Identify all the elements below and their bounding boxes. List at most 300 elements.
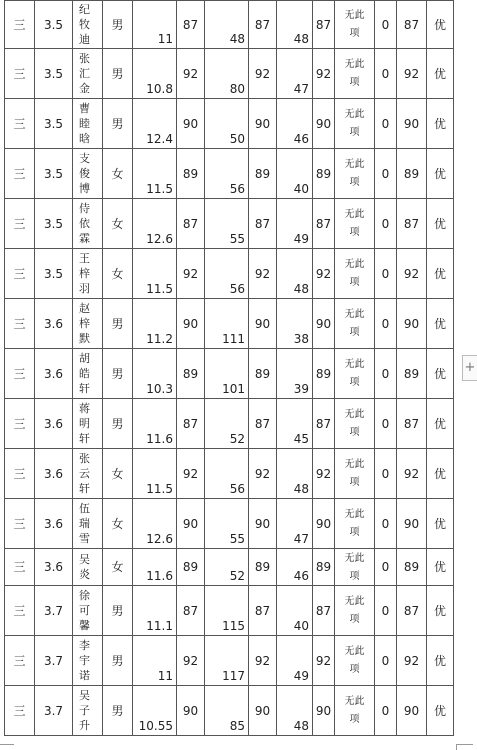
name-char: 金: [79, 82, 90, 95]
value-cell-13: 89: [397, 149, 427, 199]
table-row: [5, 149, 454, 199]
name-char: 博: [79, 182, 90, 195]
table-row: [5, 99, 454, 149]
value-cell-12: 0: [375, 586, 397, 636]
grade-cell: 三: [5, 349, 35, 399]
class-cell: 3.6: [35, 399, 73, 449]
name-char: 云: [79, 467, 90, 480]
value-cell-9: 40: [277, 586, 313, 636]
value-cell-13: 92: [397, 449, 427, 499]
table-row: [5, 199, 454, 249]
note-line: 无此: [344, 309, 365, 320]
value-cell-10: 89: [313, 349, 335, 399]
name-char: 瑞: [79, 517, 90, 530]
value-cell-8: 90: [249, 99, 277, 149]
note-line: 无此: [344, 109, 365, 120]
name-char: 可: [79, 604, 90, 617]
gender-cell: 女: [103, 449, 133, 499]
value-cell-9: 48: [277, 1, 313, 49]
name-char: 汇: [79, 67, 90, 80]
value-cell-13: 87: [397, 399, 427, 449]
grade-level-cell: 优: [427, 586, 454, 636]
value-cell-13: 89: [397, 549, 427, 586]
value-cell-6: 90: [177, 499, 205, 549]
value-cell-8: 87: [249, 199, 277, 249]
grade-cell: 三: [5, 249, 35, 299]
value-cell-5: 11.6: [133, 549, 177, 586]
grade-level-cell: 优: [427, 499, 454, 549]
table-body: [5, 1, 454, 736]
grade-cell: 三: [5, 549, 35, 586]
value-cell-5: 12.4: [133, 99, 177, 149]
note-cell: [335, 349, 375, 399]
value-cell-8: 87: [249, 1, 277, 49]
grade-cell: 三: [5, 199, 35, 249]
name-cell: [73, 299, 103, 349]
value-cell-9: 48: [277, 449, 313, 499]
table-row: [5, 399, 454, 449]
name-char: 伍: [79, 502, 90, 515]
value-cell-12: 0: [375, 499, 397, 549]
value-cell-7: 55: [205, 199, 249, 249]
value-cell-9: 39: [277, 349, 313, 399]
note-cell: [335, 49, 375, 99]
note-line: 无此: [344, 359, 365, 370]
grade-level-cell: 优: [427, 349, 454, 399]
gender-cell: 男: [103, 49, 133, 99]
value-cell-5: 11.5: [133, 149, 177, 199]
name-char: 胡: [79, 352, 90, 365]
value-cell-5: 10.55: [133, 686, 177, 736]
table-row: [5, 299, 454, 349]
grade-cell: 三: [5, 449, 35, 499]
value-cell-12: 0: [375, 49, 397, 99]
value-cell-8: 90: [249, 299, 277, 349]
name-char: 子: [79, 704, 90, 717]
name-char: 徐: [79, 589, 90, 602]
name-char: 蒋: [79, 402, 90, 415]
value-cell-8: 89: [249, 549, 277, 586]
value-cell-9: 49: [277, 199, 313, 249]
grade-cell: 三: [5, 299, 35, 349]
class-cell: 3.5: [35, 1, 73, 49]
value-cell-6: 92: [177, 636, 205, 686]
class-cell: 3.7: [35, 686, 73, 736]
grade-level-cell: 优: [427, 149, 454, 199]
value-cell-13: 90: [397, 499, 427, 549]
value-cell-8: 92: [249, 636, 277, 686]
note-line: 项: [349, 427, 360, 438]
name-char: 俊: [79, 167, 90, 180]
note-line: 项: [349, 28, 360, 39]
value-cell-10: 87: [313, 1, 335, 49]
note-cell: [335, 1, 375, 49]
note-cell: [335, 586, 375, 636]
value-cell-5: 11.1: [133, 586, 177, 636]
note-line: 项: [349, 77, 360, 88]
name-cell: [73, 686, 103, 736]
value-cell-5: 12.6: [133, 199, 177, 249]
note-line: 无此: [344, 646, 365, 657]
name-cell: [73, 199, 103, 249]
grade-level-cell: 优: [427, 686, 454, 736]
value-cell-13: 90: [397, 99, 427, 149]
name-char: 张: [79, 52, 90, 65]
note-cell: [335, 149, 375, 199]
grade-level-cell: 优: [427, 1, 454, 49]
value-cell-13: 87: [397, 1, 427, 49]
note-cell: [335, 99, 375, 149]
value-cell-12: 0: [375, 99, 397, 149]
table-row: [5, 49, 454, 99]
gender-cell: 女: [103, 249, 133, 299]
value-cell-6: 90: [177, 686, 205, 736]
value-cell-7: 56: [205, 149, 249, 199]
value-cell-12: 0: [375, 1, 397, 49]
name-cell: [73, 586, 103, 636]
name-cell: [73, 99, 103, 149]
value-cell-8: 87: [249, 586, 277, 636]
value-cell-5: 11.6: [133, 399, 177, 449]
name-char: 升: [79, 719, 90, 732]
grade-level-cell: 优: [427, 49, 454, 99]
value-cell-12: 0: [375, 199, 397, 249]
value-cell-7: 48: [205, 1, 249, 49]
name-char: 诺: [79, 669, 90, 682]
grade-cell: 三: [5, 49, 35, 99]
page-corner-left: [0, 744, 14, 750]
gender-cell: 女: [103, 149, 133, 199]
name-char: 炎: [79, 568, 90, 581]
note-line: 项: [349, 377, 360, 388]
gender-cell: 女: [103, 199, 133, 249]
gender-cell: 男: [103, 1, 133, 49]
name-char: 轩: [79, 382, 90, 395]
note-cell: [335, 549, 375, 586]
value-cell-10: 92: [313, 449, 335, 499]
value-cell-5: 11.5: [133, 249, 177, 299]
value-cell-6: 92: [177, 249, 205, 299]
value-cell-7: 117: [205, 636, 249, 686]
value-cell-5: 10.3: [133, 349, 177, 399]
value-cell-12: 0: [375, 686, 397, 736]
note-line: 项: [349, 664, 360, 675]
value-cell-10: 90: [313, 299, 335, 349]
note-cell: [335, 299, 375, 349]
name-char: 张: [79, 452, 90, 465]
note-line: 项: [349, 714, 360, 725]
name-cell: [73, 399, 103, 449]
value-cell-7: 55: [205, 499, 249, 549]
class-cell: 3.6: [35, 499, 73, 549]
value-cell-9: 47: [277, 49, 313, 99]
name-char: 吴: [79, 689, 90, 702]
value-cell-8: 92: [249, 49, 277, 99]
value-cell-10: 87: [313, 586, 335, 636]
class-cell: 3.7: [35, 586, 73, 636]
name-char: 李: [79, 639, 90, 652]
name-char: 雪: [79, 532, 90, 545]
grade-cell: 三: [5, 99, 35, 149]
value-cell-7: 80: [205, 49, 249, 99]
note-cell: [335, 499, 375, 549]
grade-cell: 三: [5, 586, 35, 636]
value-cell-12: 0: [375, 349, 397, 399]
value-cell-12: 0: [375, 549, 397, 586]
note-line: 无此: [344, 409, 365, 420]
name-char: 赵: [79, 302, 90, 315]
note-line: 无此: [344, 596, 365, 607]
gender-cell: 男: [103, 399, 133, 449]
value-cell-6: 92: [177, 49, 205, 99]
name-char: 纪: [79, 3, 90, 16]
name-char: 轩: [79, 432, 90, 445]
grade-level-cell: 优: [427, 449, 454, 499]
value-cell-9: 49: [277, 636, 313, 686]
table-row: [5, 499, 454, 549]
note-cell: [335, 399, 375, 449]
value-cell-13: 90: [397, 686, 427, 736]
name-char: 吴: [79, 553, 90, 566]
value-cell-13: 87: [397, 199, 427, 249]
value-cell-10: 87: [313, 399, 335, 449]
class-cell: 3.5: [35, 199, 73, 249]
table-row: [5, 686, 454, 736]
class-cell: 3.5: [35, 149, 73, 199]
grade-level-cell: 优: [427, 99, 454, 149]
value-cell-6: 87: [177, 399, 205, 449]
class-cell: 3.6: [35, 449, 73, 499]
name-char: 皓: [79, 367, 90, 380]
value-cell-10: 90: [313, 99, 335, 149]
value-cell-6: 92: [177, 449, 205, 499]
note-line: 项: [349, 327, 360, 338]
value-cell-9: 40: [277, 149, 313, 199]
table-row: [5, 586, 454, 636]
gender-cell: 女: [103, 499, 133, 549]
note-line: 无此: [344, 459, 365, 470]
value-cell-7: 101: [205, 349, 249, 399]
table-row: [5, 249, 454, 299]
grade-level-cell: 优: [427, 636, 454, 686]
value-cell-6: 87: [177, 199, 205, 249]
page-corner-right: [456, 744, 473, 750]
note-line: 项: [349, 277, 360, 288]
value-cell-6: 89: [177, 349, 205, 399]
class-cell: 3.6: [35, 349, 73, 399]
value-cell-9: 48: [277, 686, 313, 736]
value-cell-6: 90: [177, 299, 205, 349]
value-cell-7: 56: [205, 449, 249, 499]
name-char: 迪: [79, 33, 90, 46]
gender-cell: 男: [103, 586, 133, 636]
class-cell: 3.6: [35, 299, 73, 349]
grade-level-cell: 优: [427, 299, 454, 349]
name-char: 睦: [79, 117, 90, 130]
grade-cell: 三: [5, 399, 35, 449]
grade-cell: 三: [5, 636, 35, 686]
gender-cell: 男: [103, 636, 133, 686]
value-cell-6: 87: [177, 1, 205, 49]
value-cell-12: 0: [375, 399, 397, 449]
value-cell-7: 115: [205, 586, 249, 636]
table-row: [5, 449, 454, 499]
note-line: 无此: [344, 209, 365, 220]
value-cell-6: 89: [177, 149, 205, 199]
class-cell: 3.5: [35, 49, 73, 99]
value-cell-12: 0: [375, 299, 397, 349]
score-table-container: [4, 0, 454, 736]
value-cell-7: 52: [205, 549, 249, 586]
grade-cell: 三: [5, 149, 35, 199]
name-cell: [73, 49, 103, 99]
table-row: [5, 349, 454, 399]
name-cell: [73, 249, 103, 299]
value-cell-6: 87: [177, 586, 205, 636]
value-cell-7: 111: [205, 299, 249, 349]
note-line: 无此: [344, 696, 365, 707]
note-line: 无此: [344, 552, 365, 564]
name-cell: [73, 1, 103, 49]
name-char: 宇: [79, 654, 90, 667]
name-char: 牧: [79, 18, 90, 31]
value-cell-10: 89: [313, 149, 335, 199]
gender-cell: 女: [103, 549, 133, 586]
add-column-button[interactable]: +: [462, 355, 477, 381]
grade-cell: 三: [5, 1, 35, 49]
value-cell-9: 46: [277, 549, 313, 586]
name-char: 梓: [79, 317, 90, 330]
gender-cell: 男: [103, 299, 133, 349]
value-cell-10: 90: [313, 499, 335, 549]
value-cell-10: 87: [313, 199, 335, 249]
value-cell-5: 11.5: [133, 449, 177, 499]
value-cell-5: 11: [133, 636, 177, 686]
note-line: 项: [349, 570, 360, 582]
value-cell-10: 92: [313, 49, 335, 99]
value-cell-13: 87: [397, 586, 427, 636]
note-line: 项: [349, 527, 360, 538]
value-cell-9: 47: [277, 499, 313, 549]
value-cell-9: 48: [277, 249, 313, 299]
grade-level-cell: 优: [427, 549, 454, 586]
class-cell: 3.7: [35, 636, 73, 686]
note-line: 项: [349, 614, 360, 625]
value-cell-8: 90: [249, 499, 277, 549]
name-char: 羽: [79, 282, 90, 295]
value-cell-7: 50: [205, 99, 249, 149]
value-cell-12: 0: [375, 636, 397, 686]
value-cell-8: 89: [249, 149, 277, 199]
name-char: 轩: [79, 482, 90, 495]
name-char: 曹: [79, 102, 90, 115]
value-cell-10: 92: [313, 249, 335, 299]
name-char: 霖: [79, 232, 90, 245]
name-cell: [73, 636, 103, 686]
grade-level-cell: 优: [427, 399, 454, 449]
value-cell-6: 89: [177, 549, 205, 586]
value-cell-12: 0: [375, 449, 397, 499]
value-cell-7: 85: [205, 686, 249, 736]
class-cell: 3.6: [35, 549, 73, 586]
note-cell: [335, 686, 375, 736]
value-cell-12: 0: [375, 249, 397, 299]
note-line: 无此: [344, 259, 365, 270]
value-cell-7: 56: [205, 249, 249, 299]
value-cell-5: 12.6: [133, 499, 177, 549]
value-cell-9: 38: [277, 299, 313, 349]
note-cell: [335, 249, 375, 299]
note-cell: [335, 449, 375, 499]
value-cell-13: 92: [397, 49, 427, 99]
gender-cell: 男: [103, 99, 133, 149]
score-table: [4, 0, 454, 736]
note-line: 无此: [344, 59, 365, 70]
name-cell: [73, 149, 103, 199]
gender-cell: 男: [103, 686, 133, 736]
value-cell-9: 45: [277, 399, 313, 449]
value-cell-13: 90: [397, 299, 427, 349]
name-char: 侍: [79, 202, 90, 215]
name-char: 馨: [79, 619, 90, 632]
class-cell: 3.5: [35, 99, 73, 149]
note-line: 项: [349, 227, 360, 238]
name-char: 默: [79, 332, 90, 345]
name-cell: [73, 499, 103, 549]
name-char: 梓: [79, 267, 90, 280]
name-char: 晗: [79, 132, 90, 145]
name-char: 明: [79, 417, 90, 430]
value-cell-5: 11.2: [133, 299, 177, 349]
value-cell-13: 92: [397, 249, 427, 299]
value-cell-10: 90: [313, 686, 335, 736]
value-cell-8: 89: [249, 349, 277, 399]
class-cell: 3.5: [35, 249, 73, 299]
value-cell-10: 92: [313, 636, 335, 686]
value-cell-13: 92: [397, 636, 427, 686]
name-char: 王: [79, 252, 90, 265]
value-cell-5: 10.8: [133, 49, 177, 99]
note-cell: [335, 636, 375, 686]
name-cell: [73, 349, 103, 399]
note-line: 无此: [344, 509, 365, 520]
value-cell-7: 52: [205, 399, 249, 449]
value-cell-8: 87: [249, 399, 277, 449]
note-line: 无此: [344, 159, 365, 170]
note-line: 项: [349, 127, 360, 138]
grade-level-cell: 优: [427, 249, 454, 299]
name-cell: [73, 449, 103, 499]
note-line: 项: [349, 477, 360, 488]
value-cell-10: 89: [313, 549, 335, 586]
value-cell-8: 92: [249, 249, 277, 299]
note-cell: [335, 199, 375, 249]
name-cell: [73, 549, 103, 586]
grade-cell: 三: [5, 499, 35, 549]
table-row: [5, 549, 454, 586]
value-cell-13: 89: [397, 349, 427, 399]
gender-cell: 男: [103, 349, 133, 399]
note-line: 项: [349, 177, 360, 188]
table-row: [5, 636, 454, 686]
name-char: 支: [79, 152, 90, 165]
note-line: 无此: [344, 10, 365, 21]
value-cell-5: 11: [133, 1, 177, 49]
grade-level-cell: 优: [427, 199, 454, 249]
value-cell-12: 0: [375, 149, 397, 199]
value-cell-9: 46: [277, 99, 313, 149]
name-char: 依: [79, 217, 90, 230]
